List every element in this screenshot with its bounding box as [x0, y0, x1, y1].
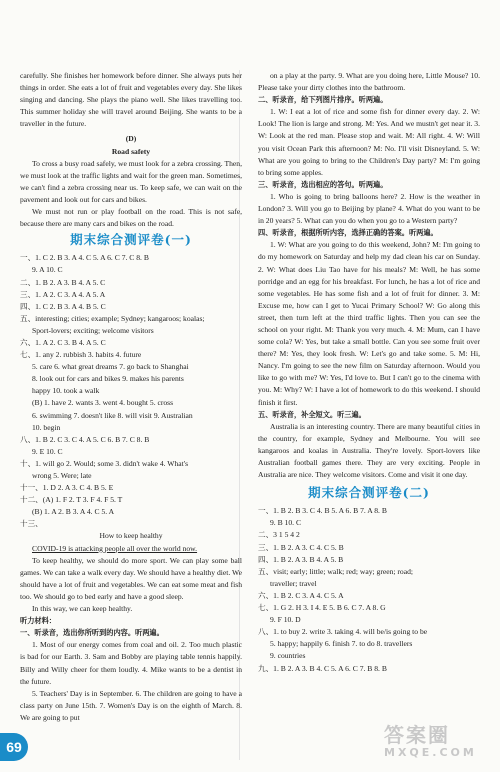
answer-line: 一、1. C 2. B 3. A 4. C 5. A 6. C 7. C 8. B: [20, 253, 149, 263]
answer-line: 八、1. to buy 2. write 3. taking 4. will be/is going to be: [258, 627, 428, 637]
answer-line: 三、1. B 2. A 3. C 4. C 5. B: [258, 542, 344, 552]
essay-body: To keep healthy, we should do more sport. We can play some ball games. We can take a walk every day. We should have a healthy diet. We should have a lot of fruit and vegetables. We can eat some meat and fish too. We should go to bed early and have a good sleep.: [20, 555, 242, 601]
answer-line: 6. swimming 7. doesn't like 8. will visit 9. Australian: [32, 410, 193, 420]
listening-item: 5. Teachers' Day is in September. 6. The children are going to have a class party on June 15th. 7. Women's Day is on the eighth of March. 8. We are going to put: [20, 688, 242, 722]
reading-c-text: carefully. She finishes her homework before dinner. She always puts her things in order. She eats a lot of fruit and vegetables every day. She likes singing and dancing. She plays the piano well. She likes travelling too. This summer holiday she will travel around Beijing. She wants to be a traveller in the future.: [20, 71, 242, 129]
answer-line: 十三、: [20, 519, 43, 529]
answer-line: 九、1. B 2. A 3. B 4. C 5. A 6. C 7. B 8. B: [258, 663, 387, 673]
answer-line: 一、1. B 2. B 3. C 4. B 5. A 6. B 7. A 8. B: [258, 506, 387, 516]
answer-line: traveller; travel: [270, 578, 317, 588]
answer-list-2: [258, 505, 480, 674]
watermark-line-2: MXQE.COM: [384, 746, 477, 759]
listening-section-3-title: 三、听录音，选出相应的答句。听两遍。: [258, 179, 388, 189]
answer-line: 十二、(A) 1. F 2. T 3. F 4. F 5. T: [20, 495, 123, 505]
left-column: [20, 70, 242, 724]
watermark-line-1: 答案圈: [384, 723, 450, 747]
answer-line: (B) 1. A 2. B 3. A 4. C 5. A: [32, 507, 115, 517]
exam-banner-2: 期末综合测评卷(二): [308, 485, 430, 501]
listening-item: 1. Most of our energy comes from coal and oil. 2. Too much plastic is bad for our Earth. 3. Sam and Bobby are playing table tennis happily. Billy and Willy cheer for them loudly. 4. Mike wants to be a dentist in the future.: [20, 640, 242, 686]
listening-section-4-text: 1. W: What are you going to do this weekend, John? M: I'm going to do my homework on Saturday and help my dad clean his car on Sunday. 2. W: What does Liu Tao have for his meals? M: Well, he has some porridge and an egg for his breakfast. For lunch, he has a lot of rice and some vegetables. He has some fish and a lot of fruit for dinner. 3. M: Excuse me, how can I get to Yucai Primary School? W: Go along this street, then turn left at the third traffic lights. Then you can see the school on your right. M: Thank you very much. 4. M: Mum, can I have some cola? W: Yes, but take a small bottle. Can you see some fruit over there? M: Yes, they look fresh. W: Let's go and take some. 5. M: Hi, Nancy. I'm going to see the new film on Saturday afternoon. Would you like to go with me? W: Yes, I'd love to. But I can't go to the cinema with you. M: Why? W: I have a lot of homework to do this weekend. I should finish it first.: [258, 240, 480, 407]
answer-line: wrong 5. Were; late: [32, 471, 92, 480]
answer-line: 5. care 6. what great dreams 7. go back to Shanghai: [32, 362, 189, 372]
listening-section-1-title: 一、听录音，选出你所听到的内容。听两遍。: [20, 628, 164, 638]
answer-line: 二、1. B 2. A 3. B 4. A 5. C: [20, 277, 106, 287]
answer-line: 9. countries: [270, 651, 306, 661]
answer-line: 四、1. C 2. B 3. A 4. B 5. C: [20, 301, 106, 311]
page-number: 69: [0, 733, 28, 761]
answer-line: 9. E 10. C: [32, 446, 63, 456]
essay-title: COVID-19 is attacking people all over the world now.: [32, 543, 198, 553]
answer-line: 9. F 10. D: [270, 615, 301, 625]
listening-section-5-text: Australia is an interesting country. There are many beautiful cities in the country, for example, Sydney and Melbourne. You will see kangaroos and koalas in Australia. They're lovely. Sport-lovers like Australian football games there. They are very exciting. People in Australia are nice. They welcome visitors. Come and visit it one day.: [258, 421, 480, 480]
answer-line: 5. happy; happily 6. finish 7. to do 8. travellers: [270, 639, 413, 649]
reading-d-label: (D): [125, 134, 137, 144]
answer-line: 四、1. B 2. A 3. B 4. A 5. B: [258, 554, 344, 564]
answer-line: 五、visit; early; little; walk; red; way; green; road;: [258, 566, 413, 576]
answer-line: 五、interesting; cities; example; Sydney; kangaroos; koalas;: [20, 313, 205, 323]
answer-line: 六、1. B 2. C 3. A 4. C 5. A: [258, 590, 344, 600]
answer-line: 八、1. B 2. C 3. C 4. A 5. C 6. B 7. C 8. B: [20, 434, 150, 444]
listening-section-5-title: 五、听录音，补全短文。听三遍。: [258, 409, 366, 419]
listening-section-4-title: 四、听录音，根据所听内容，选择正确的答案。听两遍。: [258, 228, 438, 238]
answer-line: happy 10. took a walk: [32, 386, 100, 396]
essay-ending: In this way, we can keep healthy.: [32, 604, 133, 614]
answer-line: (B) 1. have 2. wants 3. went 4. bought 5. cross: [32, 398, 174, 408]
listening-material-header: 听力材料：: [20, 616, 56, 626]
listening-section-3-text: 1. Who is going to bring balloons here? 2. How is the weather in London? 3. Will you go to Beijing by plane? 4. What do you want to be in 20 years? 5. What can you do when you go to a Western party?: [258, 191, 480, 226]
listening-section-2-title: 二、听录音，给下列图片排序。听两遍。: [258, 95, 388, 105]
watermark-logo: [384, 724, 492, 766]
answer-line: 8. look out for cars and bikes 9. makes his parents: [32, 374, 184, 384]
listening-continued: on a play at the party. 9. What are you doing here, Little Mouse? 10. Please take your dirty clothes into the bathroom.: [258, 71, 480, 93]
essay-heading: How to keep healthy: [99, 531, 163, 541]
reading-d-title: Road safety: [111, 146, 151, 156]
reading-d-paragraph-2: We must not run or play football on the road. This is not safe, because there are many cars and bikes on the road.: [20, 207, 242, 229]
answer-line: 七、1. any 2. rubbish 3. habits 4. future: [20, 350, 142, 360]
reading-d-paragraph-1: To cross a busy road safely, we must look for a zebra crossing. Then, we must look at the traffic lights and wait for the green man. Sometimes, we can't find a zebra crossing near us. To keep safe, we can wait on the pavement and look out for cars and bikes.: [20, 158, 242, 204]
answer-line: Sport-lovers; exciting; welcome visitors: [32, 325, 154, 335]
answer-line: 三、1. A 2. C 3. A 4. A 5. A: [20, 289, 106, 299]
answer-line: 9. A 10. C: [32, 265, 63, 275]
listening-section-2-text: 1. W: I eat a lot of rice and some fish for dinner every day. 2. W: Look! The lion is large and strong. M: Yes. And we mustn't get near it. 3. W: Look at the red man. Please stop and wait. M: All right. 4. W: Will you visit Ocean Park this afternoon? M: No. I'll visit Disneyland. 5. W: What are you going to bring to the Children's Day party? M: I'm going to bring some apples.: [258, 107, 480, 177]
right-column: [258, 70, 480, 675]
answer-line: 六、1. A 2. C 3. B 4. A 5. C: [20, 337, 106, 347]
answer-line: 十一、1. D 2. A 3. C 4. B 5. E: [20, 483, 114, 493]
answer-line: 9. B 10. C: [270, 518, 302, 528]
answer-line: 十、1. will go 2. Would; some 3. didn't wake 4. What's: [20, 458, 189, 468]
answer-line: 10. begin: [32, 422, 61, 432]
answer-line: 七、1. G 2. H 3. I 4. E 5. B 6. C 7. A 8. G: [258, 603, 386, 613]
exam-banner-1: 期末综合测评卷(一): [70, 232, 192, 248]
answer-line: 二、3 1 5 4 2: [258, 530, 300, 540]
answer-list-1: [20, 252, 242, 530]
